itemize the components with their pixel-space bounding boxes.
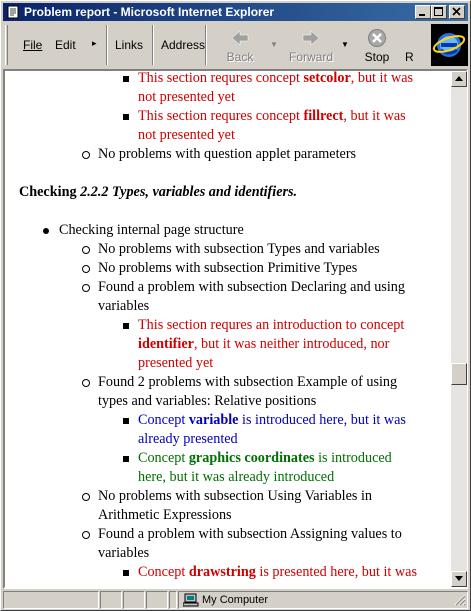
status-progress-pane [100, 591, 122, 609]
list-item [138, 449, 392, 468]
back-arrow-icon [230, 28, 250, 48]
vertical-scrollbar[interactable] [451, 71, 467, 587]
list-bullet [123, 456, 129, 462]
minimize-button[interactable] [415, 5, 431, 19]
concept-name: drawstring [188, 564, 256, 580]
status-pane [146, 591, 168, 609]
forward-button[interactable] [286, 26, 336, 64]
item-text: This section requres concept [138, 71, 304, 86]
concept-name: variable [188, 412, 239, 428]
close-icon [452, 7, 462, 17]
forward-label: Forward [288, 50, 333, 64]
list-bullet [123, 76, 129, 82]
refresh-button[interactable] [401, 26, 427, 64]
security-zone-label: My Computer [202, 594, 269, 606]
toolbar [3, 22, 468, 68]
arrow-down-icon [455, 576, 463, 582]
heading-section-title: 2.2.2 Types, variables and identifiers. [80, 184, 298, 200]
document-icon [6, 5, 20, 19]
list-item: Found a problem with subsection Assigning values to [98, 526, 402, 542]
item-text-continuation: Arithmetic Expressions [98, 507, 232, 523]
item-text: Concept [138, 450, 189, 466]
links-button[interactable]: Links [115, 38, 144, 52]
forward-arrow-icon [301, 28, 321, 48]
list-item [138, 71, 413, 88]
resize-grip-icon[interactable] [454, 594, 466, 606]
list-bullet [82, 151, 90, 159]
status-pane [169, 591, 177, 609]
list-bullet [123, 418, 129, 424]
list-bullet [123, 323, 129, 329]
menu-edit-label: Edit [55, 38, 76, 52]
list-item [138, 563, 417, 582]
page-content-frame [3, 69, 468, 589]
back-dropdown-chevron-icon[interactable]: ▼ [270, 40, 278, 49]
menu-file[interactable] [23, 38, 42, 52]
list-item: No problems with question applet parameters [98, 146, 357, 162]
item-text: , but it was [350, 71, 414, 86]
item-text: is introduced here, but it was [238, 412, 406, 428]
item-text: is introduced [314, 450, 392, 466]
item-text: Concept [138, 412, 189, 428]
back-button[interactable] [215, 26, 265, 64]
item-text-continuation [138, 335, 389, 354]
close-button[interactable] [449, 5, 465, 19]
list-bullet [82, 265, 90, 273]
status-bar [3, 590, 468, 610]
list-item: No problems with subsection Types and variables [98, 241, 380, 257]
ie-e-icon [431, 24, 468, 66]
list-bullet [82, 493, 90, 501]
list-item: No problems with subsection Primitive Types [98, 260, 358, 276]
list-bullet [82, 246, 90, 254]
address-button[interactable]: Address [161, 38, 206, 52]
title-bar [3, 3, 468, 21]
stop-button[interactable] [352, 26, 402, 64]
status-lock-pane [123, 591, 145, 609]
my-computer-icon [183, 593, 199, 607]
scroll-up-button[interactable] [451, 71, 467, 87]
item-text-continuation: not presented yet [138, 89, 235, 105]
separator [106, 25, 108, 65]
item-text-continuation: not presented yet [138, 127, 235, 143]
item-text-continuation: variables [98, 298, 150, 314]
menu-edit[interactable] [55, 38, 76, 52]
maximize-button[interactable] [431, 5, 447, 19]
list-item: Found a problem with subsection Declaring and using [98, 279, 405, 295]
section-heading [19, 183, 297, 202]
list-item: Found 2 problems with subsection Example of using [98, 374, 398, 390]
concept-name: setcolor [303, 71, 351, 86]
page-viewport[interactable] [5, 71, 451, 587]
list-item: Checking internal page structure [59, 222, 244, 238]
item-text-continuation: already presented [138, 431, 238, 447]
item-text: is presented here, but it was [255, 564, 417, 580]
scrollbar-thumb[interactable] [451, 363, 467, 385]
ie-logo [431, 24, 468, 66]
item-text-continuation: types and variables: Relative positions [98, 393, 317, 409]
item-text: , but it was neither introduced, nor [193, 336, 390, 352]
list-item: No problems with subsection Using Variables in [98, 488, 373, 504]
scroll-down-button[interactable] [451, 571, 467, 587]
list-item [138, 411, 406, 430]
list-bullet [82, 284, 90, 292]
item-text: This section requres concept [138, 108, 304, 124]
list-bullet [123, 114, 129, 120]
back-label: Back [226, 50, 254, 64]
arrow-up-icon [455, 76, 463, 82]
status-text-pane [3, 591, 99, 609]
concept-name: fillrect [303, 108, 344, 124]
item-text: , but it was [343, 108, 406, 124]
heading-prefix: Checking [19, 184, 81, 200]
stop-icon [367, 28, 387, 48]
concept-name: identifier [138, 336, 194, 352]
item-text-continuation: presented yet [138, 355, 214, 371]
menu-file-label: File [23, 38, 43, 52]
refresh-label: R [405, 50, 414, 64]
menu-overflow-chevron-icon[interactable]: ▸ [92, 38, 97, 48]
list-item: This section requres an introduction to concept [138, 317, 405, 333]
item-text: Concept [138, 564, 189, 580]
window-title: Problem report - Microsoft Internet Explorer [24, 5, 275, 19]
minimize-icon [418, 7, 428, 17]
separator [152, 25, 154, 65]
list-item [138, 107, 406, 126]
list-bullet [123, 570, 129, 576]
item-text-continuation: here, but it was already introduced [138, 469, 335, 485]
stop-label: Stop [364, 50, 390, 64]
list-bullet [82, 531, 90, 539]
separator [205, 25, 207, 65]
forward-dropdown-chevron-icon[interactable]: ▼ [341, 40, 349, 49]
item-text-continuation: variables [98, 545, 150, 561]
concept-name: graphics coordinates [188, 450, 315, 466]
list-bullet [43, 228, 49, 234]
menubar-grip[interactable] [5, 25, 8, 65]
list-bullet [82, 379, 90, 387]
maximize-icon [434, 7, 444, 17]
